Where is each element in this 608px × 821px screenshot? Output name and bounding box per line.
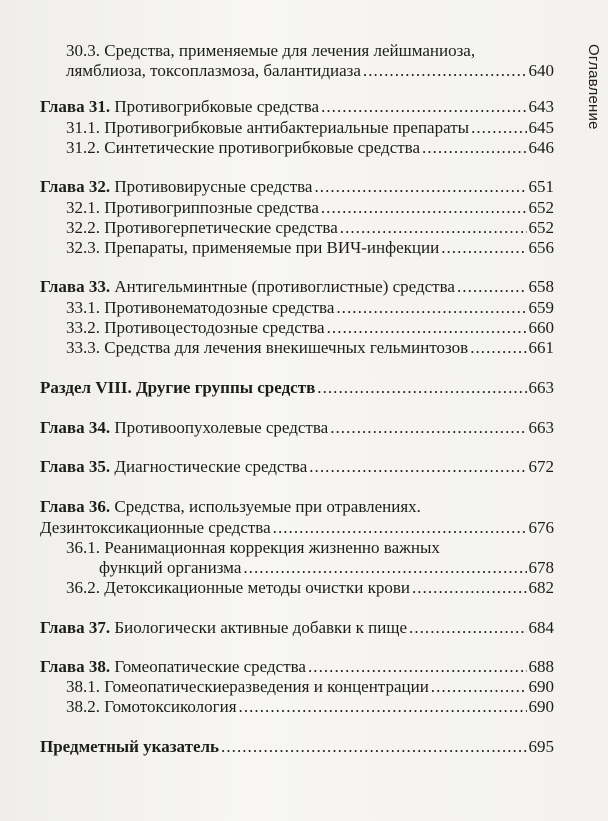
page-number: 672 [528, 457, 554, 476]
toc-chapter-34[interactable]: Глава 34. Противоопухолевые средства . . . 663 [40, 417, 554, 439]
page-number: 643 [528, 97, 554, 116]
toc-chapter-38[interactable]: Глава 38. Гомеопатические средства . . . 688 [40, 656, 554, 678]
leader-dots [221, 736, 526, 758]
leader-dots [243, 557, 526, 579]
leader-dots [470, 337, 526, 359]
toc-chapter-35[interactable]: Глава 35. Диагностические средства . . . 672 [40, 456, 554, 478]
leader-dots [431, 676, 527, 698]
toc-entry-33-3[interactable]: 33.3. Средства для лечения внекишечных гельминтозов . . . 661 [66, 337, 554, 359]
page-number: 659 [528, 298, 554, 317]
leader-dots [412, 577, 527, 599]
toc-entry-33-2[interactable]: 33.2. Противоцестодозные средства . . . 660 [66, 317, 554, 339]
toc-entry-38-2[interactable]: 38.2. Гомотоксикология . . . 690 [66, 696, 554, 718]
toc-entry-32-3[interactable]: 32.3. Препараты, применяемые при ВИЧ-инфекции . . . 656 [66, 237, 554, 259]
leader-dots [239, 696, 527, 718]
running-header: Оглавление [585, 44, 602, 130]
toc-entry-38-1[interactable]: 38.1. Гомеопатическиеразведения и концентрации . . . 690 [66, 676, 554, 698]
leader-dots [471, 117, 526, 139]
page-number: 684 [528, 618, 554, 637]
page-number: 695 [528, 737, 554, 756]
leader-dots [457, 276, 527, 298]
toc-entry-33-1[interactable]: 33.1. Противонематодозные средства . . . 659 [66, 297, 554, 319]
toc-entry-32-2[interactable]: 32.2. Противогерпетические средства . . . 652 [66, 217, 554, 239]
leader-dots [409, 617, 526, 639]
toc-entry-31-1[interactable]: 31.1. Противогрибковые антибактериальные препараты . . . 645 [66, 117, 554, 139]
toc-chapter-31[interactable]: Глава 31. Противогрибковые средства . . . 643 [40, 96, 554, 118]
leader-dots [317, 377, 526, 399]
toc-chapter-32[interactable]: Глава 32. Противовирусные средства . . . 651 [40, 176, 554, 198]
toc-chapter-36[interactable]: Дезинтоксикационные средства . . . 676 [40, 517, 554, 539]
toc-chapter-36-line1: Глава 36. Средства, используемые при отравлениях. [40, 497, 421, 516]
page-number: 660 [528, 318, 554, 337]
toc-entry-30-3-line1: 30.3. Средства, применяемые для лечения лейшманиоза, [66, 41, 476, 60]
toc-entry-36-1-line1: 36.1. Реанимационная коррекция жизненно важных [66, 538, 440, 557]
page-number: 663 [528, 418, 554, 437]
page-number: 661 [528, 338, 554, 357]
leader-dots [327, 317, 527, 339]
leader-dots [321, 197, 527, 219]
page-number: 656 [528, 238, 554, 257]
toc-entry-30-3[interactable]: лямблиоза, токсоплазмоза, балантидиаза . . . 640 [66, 60, 554, 82]
leader-dots [363, 60, 527, 82]
toc-entry-36-2[interactable]: 36.2. Детоксикационные методы очистки крови . . . 682 [66, 577, 554, 599]
page-number: 652 [528, 198, 554, 217]
page-number: 646 [528, 138, 554, 157]
toc-entry-31-2[interactable]: 31.2. Синтетические противогрибковые средства . . . 646 [66, 137, 554, 159]
leader-dots [336, 297, 526, 319]
toc-chapter-33[interactable]: Глава 33. Антигельминтные (противоглистные) средства . . . 658 [40, 276, 554, 298]
leader-dots [340, 217, 527, 239]
leader-dots [330, 417, 526, 439]
leader-dots [321, 96, 526, 118]
leader-dots [309, 456, 526, 478]
leader-dots [273, 517, 527, 539]
page-number: 663 [528, 378, 554, 397]
page-number: 651 [528, 177, 554, 196]
page-number: 678 [528, 558, 554, 577]
page-number: 652 [528, 218, 554, 237]
page-number: 690 [528, 677, 554, 696]
toc-section-8[interactable]: Раздел VIII. Другие группы средств . . . 663 [40, 377, 554, 399]
leader-dots [441, 237, 526, 259]
leader-dots [422, 137, 526, 159]
page-number: 682 [528, 578, 554, 597]
page-number: 645 [528, 118, 554, 137]
page-number: 658 [528, 277, 554, 296]
toc-entry-32-1[interactable]: 32.1. Противогриппозные средства . . . 652 [66, 197, 554, 219]
toc-entry-36-1[interactable]: функций организма . . . 678 [99, 557, 554, 579]
leader-dots [314, 176, 526, 198]
toc-subject-index[interactable]: Предметный указатель . . . 695 [40, 736, 554, 758]
toc-chapter-37[interactable]: Глава 37. Биологически активные добавки к пище . . . 684 [40, 617, 554, 639]
page-number: 690 [528, 697, 554, 716]
page-number: 688 [528, 657, 554, 676]
page-number: 640 [528, 61, 554, 80]
leader-dots [308, 656, 527, 678]
page-number: 676 [528, 518, 554, 537]
